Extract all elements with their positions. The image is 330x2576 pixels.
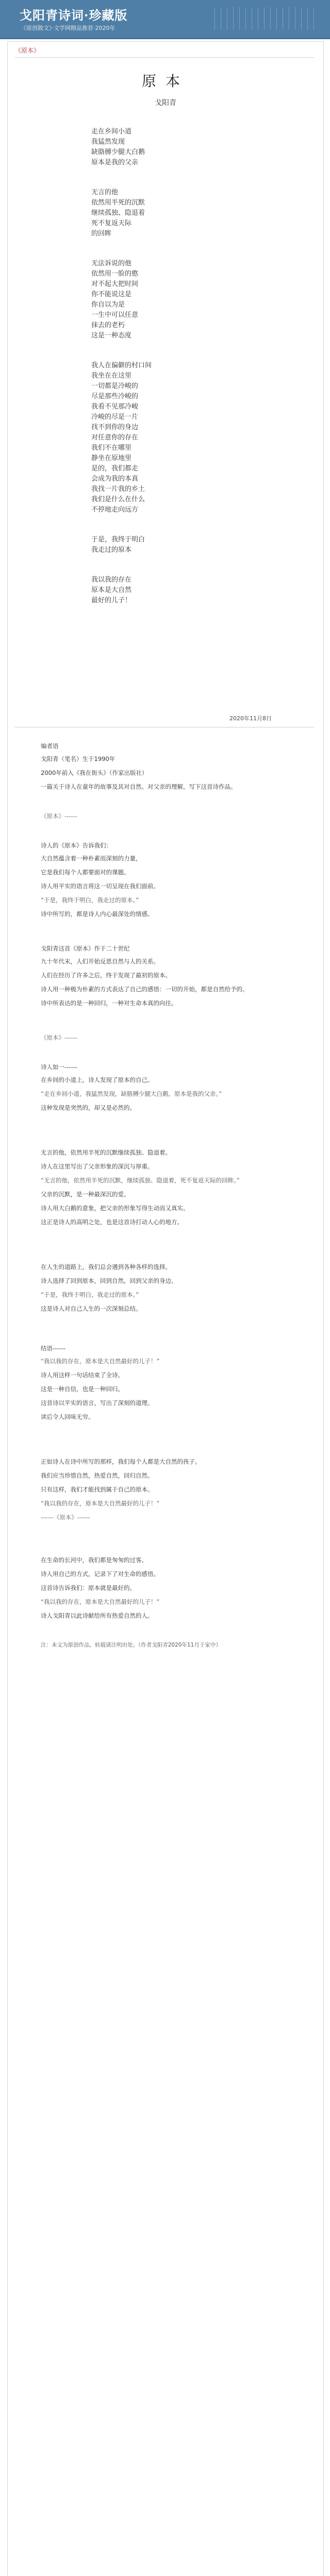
poem-stanza: 走在乡间小道 我猛然发现 缺胳膊少腿大白鹅 原本是我的父亲 (91, 128, 145, 166)
paragraph: 大自然蕴含着一种朴素而深刻的力量， (41, 855, 142, 862)
paragraph: 九十年代末，人们开始反思自然与人的关系。 (41, 958, 159, 965)
poem-stanza: 于是，我终于明白 我走过的原本 (91, 536, 145, 554)
paragraph: 在乡间的小道上，诗人发现了原本的自己。 (41, 1076, 154, 1083)
section-marker: 《原本》------ (41, 1034, 77, 1041)
author-note: 注：本文为原创作品，转载请注明出处。（作者戈阳青2020年11月于家中） (41, 1642, 221, 1648)
quote: “我以我的存在，原本是大自然最好的儿子！” (41, 1598, 160, 1605)
poem-date: 2020年11月8日 (229, 715, 272, 722)
quote: “我以我的存在，原本是大自然最好的儿子！” (41, 1358, 160, 1365)
poem-title: 原本 (141, 73, 189, 90)
commentary (41, 735, 288, 1655)
poem-stanza: 无言的他 依然用半死的沉默 继续孤独、隐退着 死不复返天际 的回眸 (91, 189, 145, 238)
header-decoration (214, 7, 318, 30)
paragraph: 诗人戈阳青以此诗献给所有热爱自然的人。 (41, 1612, 154, 1619)
section-label: 诗人的《原本》告诉我们： (41, 842, 112, 849)
quote: “于是，我终于明白，我走过的原本。” (41, 1291, 139, 1298)
paragraph: 诗人用自己的方式，记录下了对生命的感悟。 (41, 1570, 159, 1578)
poem-stanza: 无法诉说的他 依然用一脸的憨 对不起大把时间 你不能说这是 你自以为是 一生中可以任意 抹去的老朽 这是一种态度 (91, 260, 139, 340)
paragraph: 诗人用平实的语言将这一切呈现在我们面前。 (41, 883, 159, 890)
quote: “无言的他，依然用半死的沉默，继续孤独、隐退着，死不复返天际的回眸。” (41, 1177, 240, 1184)
paragraph: 诗人在这里写出了父亲形象的深沉与厚重。 (41, 1163, 154, 1170)
quote: “于是，我终于明白，我走过的原本。” (41, 896, 139, 904)
paragraph: 诗人用这样一句话结束了全诗。 (41, 1371, 124, 1379)
paragraph: 诗中所表达的是一种回归，一种对生命本真的向往。 (41, 999, 177, 1007)
paragraph: 正如诗人在诗中所写的那样，我们每个人都是大自然的孩子。 (41, 1458, 201, 1465)
quote: “走在乡间小道，我猛然发现，缺胳膊少腿大白鹅，原本是我的父亲。” (41, 1090, 222, 1097)
paragraph: 只有这样，我们才能找到属于自己的原本。 (41, 1486, 154, 1493)
paragraph: 我们应当珍惜自然，热爱自然，回归自然。 (41, 1472, 154, 1479)
paragraph: 这正是诗人的高明之处，也是这首诗打动人心的地方。 (41, 1218, 183, 1226)
paragraph: 诗中所写的，都是诗人内心最深处的情感。 (41, 910, 154, 918)
poem-stanza: 我以我的存在 原本是大自然 最好的儿子！ (91, 576, 132, 604)
quote: “我以我的存在，原本是大自然最好的儿子！” (41, 1500, 160, 1507)
paragraph: 人们在经历了许多之后，终于发现了最初的原本。 (41, 972, 171, 979)
paragraph: 诗人用大白鹅的意象，把父亲的形象写得生动而又真实。 (41, 1205, 189, 1212)
paragraph: 在生命的长河中，我们都是匆匆的过客。 (41, 1556, 147, 1564)
poem-body (91, 116, 261, 625)
site-header (0, 0, 330, 39)
paragraph: 读后令人回味无穷。 (41, 1413, 94, 1420)
poem-stanza: 我人在偏僻的村口间 我坐在在这里 一切都是冷峻的 尽是那些冷峻的 我看不见那冷峻 冷峻的尽是一片 找不到你的身边 对任意你的存在 我们不在哪里 静坐在原地里 是的，我们都走 会成为我的本真 我找一片我的乡土 我们是什么在什么 不停地走向远方 (91, 362, 152, 514)
paragraph: 这首诗以平实的语言，写出了深刻的道理。 (41, 1399, 154, 1406)
section-label: 诗人如一------ (41, 1063, 77, 1071)
section-marker: 《原本》------ (41, 812, 77, 820)
article-page (7, 41, 324, 2576)
intro-line: 2000年前入《我在街头》（作家出版社） (41, 769, 148, 776)
intro-label: 编者语 (41, 742, 59, 750)
site-title: 戈阳青诗词·珍藏版 (20, 8, 128, 23)
article-tag[interactable]: 《原本》 (15, 47, 40, 54)
site-subtitle: 《原创散文》·文学网精品推荐·2020年 (21, 25, 116, 31)
paragraph: 这种发现是突然的，却又是必然的。 (41, 1104, 136, 1111)
intro-line: 一篇关于诗人在童年的故事及其对自然、对父亲的理解，写下这首诗作品。 (41, 783, 237, 790)
paragraph: 在人生的道路上，我们总会遇到各种各样的选择。 (41, 1263, 171, 1270)
paragraph: 父亲的沉默，是一种最深沉的爱。 (41, 1191, 130, 1198)
paragraph: 这首诗告诉我们：原本就是最好的。 (41, 1584, 136, 1591)
section-marker: ------《原本》------ (41, 1514, 90, 1521)
paragraph: 它是我们每个人都要面对的课题。 (41, 869, 130, 876)
poem-author: 戈阳青 (155, 99, 176, 107)
divider (15, 57, 314, 58)
section-label: 结语------ (41, 1345, 65, 1352)
paragraph: 诗人选择了回到原本，回到自然，回到父亲的身边。 (41, 1277, 177, 1284)
paragraph: 诗人用一种极为朴素的方式表达了自己的感悟：一切的开始，都是自然给予的。 (41, 986, 249, 993)
intro-line: 戈阳青（笔名）生于1990年 (41, 755, 116, 762)
paragraph: 这是诗人对自己人生的一次深刻总结。 (41, 1305, 142, 1312)
paragraph: 无言的他，依然用半死的沉默继续孤独、隐退着。 (41, 1149, 171, 1156)
paragraph: 这是一种自信，也是一种回归。 (41, 1385, 124, 1393)
section-label: 戈阳青这首《原本》作于二十世纪 (41, 945, 130, 952)
